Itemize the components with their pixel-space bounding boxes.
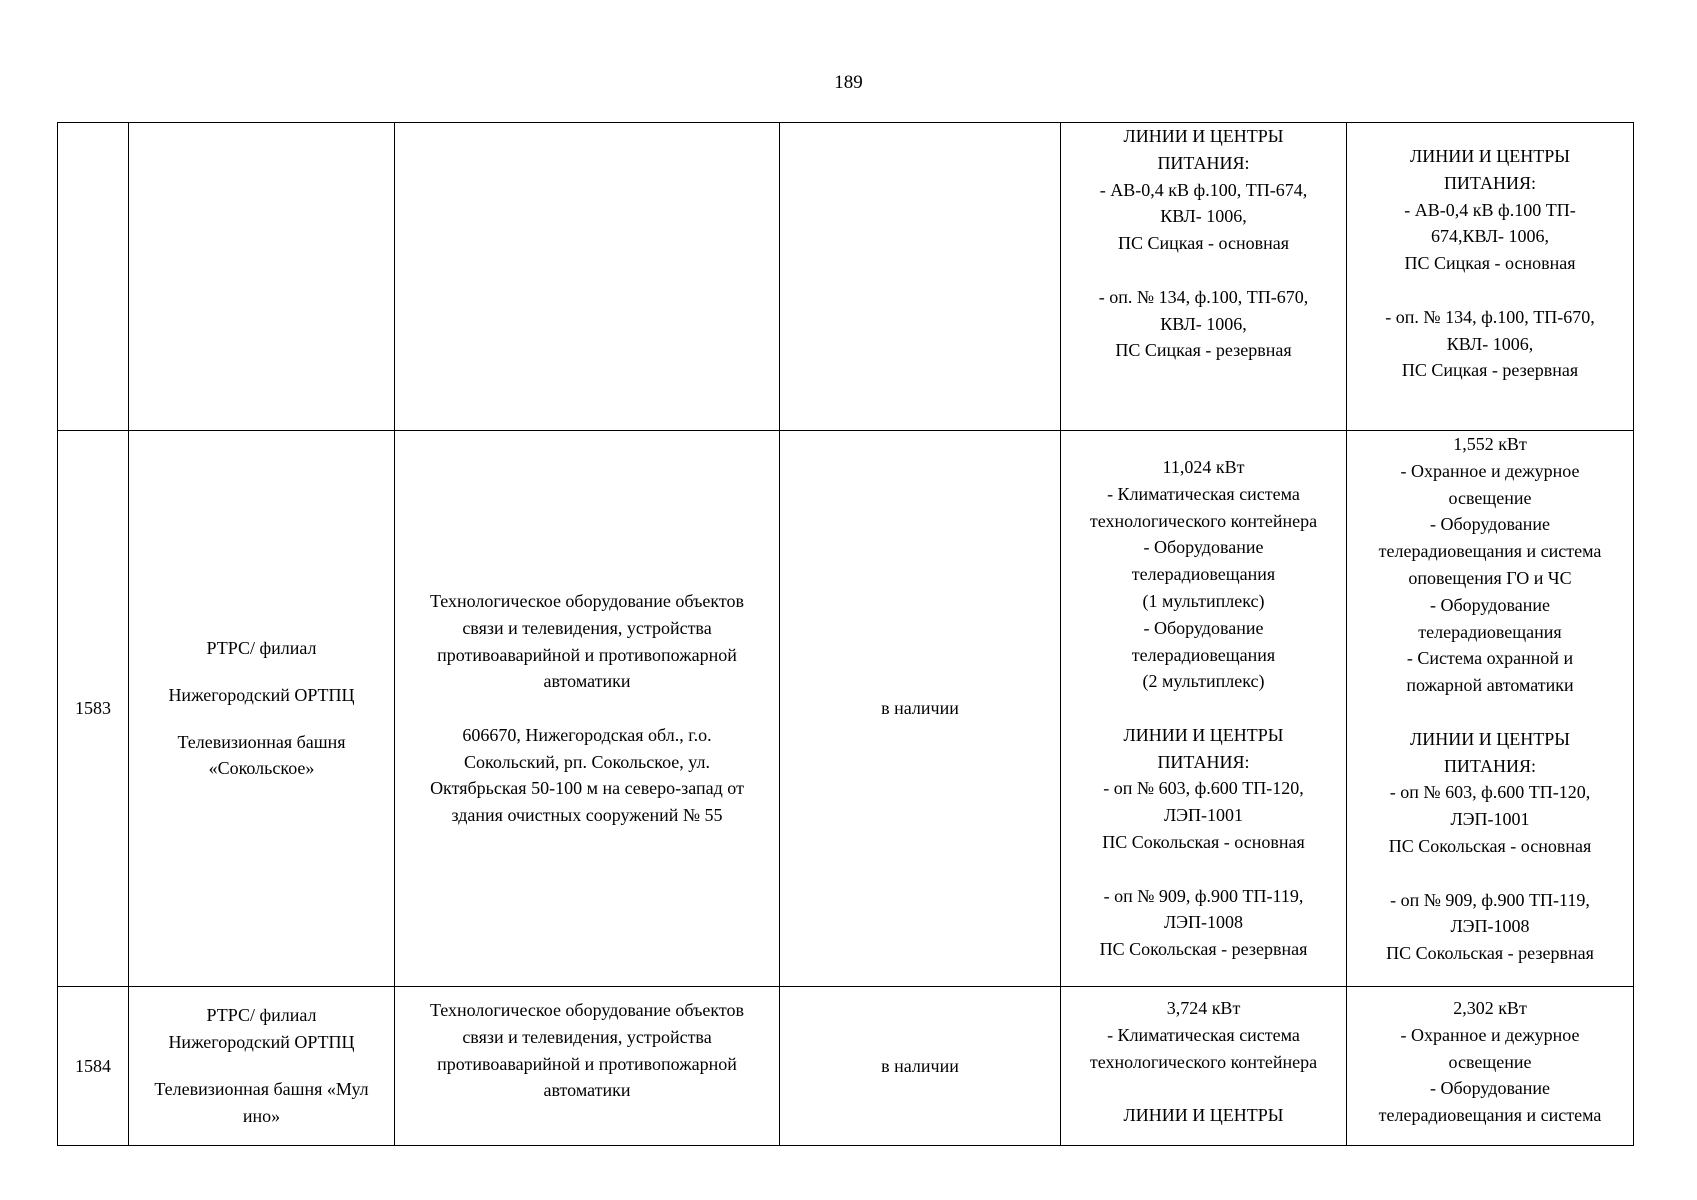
cell-line: ПИТАНИЯ: bbox=[1157, 152, 1250, 173]
cell-line: - оп № 603, ф.600 ТП-120, bbox=[1103, 778, 1304, 799]
cell-equipment bbox=[395, 987, 780, 1146]
table-row bbox=[58, 431, 1634, 987]
cell-number bbox=[58, 123, 129, 431]
cell-line: ПИТАНИЯ: bbox=[1443, 755, 1537, 776]
cell-line: ПИТАНИЯ: bbox=[1157, 751, 1250, 772]
cell-line: ЛИНИИ И ЦЕНТРЫ bbox=[1410, 728, 1570, 749]
cell-line: ПС Сицкая - резервная bbox=[1115, 340, 1292, 361]
cell-line: Сокольский, рп. Сокольское, ул. bbox=[464, 751, 710, 772]
cell-required-power bbox=[1347, 431, 1634, 987]
cell-line: - Оборудование bbox=[1143, 537, 1264, 558]
cell-line: освещение bbox=[1448, 1051, 1532, 1072]
cell-line: (1 мультиплекс) bbox=[1142, 590, 1265, 611]
cell-line: ЛИНИИ И ЦЕНТРЫ bbox=[1123, 724, 1284, 745]
cell-line: ПС Сицкая - основная bbox=[1404, 253, 1576, 274]
cell-line: (2 мультиплекс) bbox=[1142, 671, 1265, 692]
cell-equipment bbox=[395, 123, 780, 431]
cell-line: - оп. № 134, ф.100, ТП-670, bbox=[1385, 306, 1595, 327]
cell-required-power bbox=[1347, 123, 1634, 431]
cell-line: 674,КВЛ- 1006, bbox=[1430, 226, 1550, 247]
cell-line: - АВ-0,4 кВ ф.100 ТП- bbox=[1404, 199, 1576, 220]
cell-line: технологического контейнера bbox=[1089, 510, 1318, 531]
cell-line: - Система охранной и bbox=[1406, 648, 1574, 669]
cell-line: телерадиовещания и система bbox=[1378, 1105, 1602, 1126]
cell-line: - оп № 909, ф.900 ТП-119, bbox=[1390, 889, 1590, 910]
cell-status bbox=[780, 987, 1061, 1146]
cell-line: ПС Сокольская - основная bbox=[1102, 832, 1305, 853]
cell-line: связи и телевидения, устройства bbox=[462, 617, 712, 638]
cell-organization bbox=[129, 987, 395, 1146]
cell-text: 1584 bbox=[75, 1055, 111, 1076]
cell-line: оповещения ГО и ЧС bbox=[1408, 567, 1572, 588]
cell-line: ПС Сицкая - основная bbox=[1118, 233, 1289, 254]
cell-text: 1583 bbox=[75, 698, 111, 719]
cell-line: противоаварийной и противопожарной bbox=[437, 644, 737, 665]
cell-line: ЛИНИИ И ЦЕНТРЫ bbox=[1123, 1105, 1284, 1126]
cell-line: автоматики bbox=[543, 1080, 631, 1101]
cell-line: РТРС/ филиал bbox=[206, 637, 317, 658]
cell-line: - Климатическая система bbox=[1107, 483, 1300, 504]
cell-line: - Климатическая система bbox=[1107, 1024, 1300, 1045]
cell-current-power bbox=[1061, 123, 1347, 431]
cell-line: ПС Сокольская - резервная bbox=[1386, 943, 1594, 964]
cell-line: Нижегородский ОРТПЦ bbox=[168, 1032, 355, 1053]
cell-line: ПИТАНИЯ: bbox=[1443, 172, 1537, 193]
cell-line: - оп № 909, ф.900 ТП-119, bbox=[1103, 885, 1304, 906]
cell-organization bbox=[129, 431, 395, 987]
cell-line: - Оборудование bbox=[1430, 594, 1550, 615]
cell-text: в наличии bbox=[881, 1055, 959, 1076]
cell-line: - Охранное и дежурное bbox=[1400, 460, 1580, 481]
cell-line: телерадиовещания bbox=[1418, 621, 1562, 642]
cell-line: ЛЭП-1008 bbox=[1450, 916, 1530, 937]
cell-text: в наличии bbox=[881, 698, 959, 719]
cell-line: противоаварийной и противопожарной bbox=[437, 1053, 737, 1074]
cell-line: ПС Сицкая - резервная bbox=[1401, 360, 1579, 381]
cell-line: 1,552 кВт bbox=[1453, 434, 1527, 454]
cell-line: «Сокольское» bbox=[208, 758, 315, 779]
cell-line: телерадиовещания bbox=[1131, 564, 1276, 585]
cell-line: ПС Сокольская - основная bbox=[1388, 835, 1592, 856]
cell-line: - оп. № 134, ф.100, ТП-670, bbox=[1098, 286, 1309, 307]
cell-line: - АВ-0,4 кВ ф.100, ТП-674, bbox=[1099, 179, 1308, 200]
cell-current-power bbox=[1061, 431, 1347, 987]
cell-status bbox=[780, 123, 1061, 431]
cell-line: 606670, Нижегородская обл., г.о. bbox=[462, 724, 712, 745]
cell-line: ЛЭП-1001 bbox=[1163, 805, 1244, 826]
cell-number bbox=[58, 431, 129, 987]
cell-line: - оп № 603, ф.600 ТП-120, bbox=[1389, 782, 1591, 803]
cell-line: пожарной автоматики bbox=[1406, 675, 1574, 696]
table-row bbox=[58, 987, 1634, 1146]
cell-line: автоматики bbox=[543, 671, 631, 692]
cell-number bbox=[58, 987, 129, 1146]
cell-line: КВЛ- 1006, bbox=[1160, 206, 1247, 227]
page-number: 189 bbox=[834, 72, 863, 93]
cell-line: ЛИНИИ И ЦЕНТРЫ bbox=[1123, 126, 1284, 146]
cell-current-power bbox=[1061, 987, 1347, 1146]
cell-line: - Оборудование bbox=[1430, 1078, 1550, 1099]
cell-line: связи и телевидения, устройства bbox=[462, 1026, 712, 1047]
cell-line: ПС Сокольская - резервная bbox=[1099, 939, 1308, 960]
cell-line: Телевизионная башня «Мул bbox=[154, 1079, 369, 1099]
cell-line: телерадиовещания bbox=[1131, 644, 1276, 665]
cell-line: - Оборудование bbox=[1143, 617, 1264, 638]
objects-table bbox=[57, 122, 1634, 1146]
cell-line: ЛИНИИ И ЦЕНТРЫ bbox=[1410, 146, 1570, 166]
cell-line: освещение bbox=[1448, 487, 1532, 508]
cell-line: Технологическое оборудование объектов bbox=[429, 1000, 745, 1020]
cell-line: Технологическое оборудование объектов bbox=[429, 590, 745, 611]
cell-line: ЛЭП-1008 bbox=[1163, 912, 1244, 933]
cell-line: 2,302 кВт bbox=[1453, 998, 1527, 1018]
cell-line: КВЛ- 1006, bbox=[1446, 333, 1534, 354]
cell-line: здания очистных сооружений № 55 bbox=[451, 805, 723, 826]
table-row bbox=[58, 123, 1634, 431]
cell-line: 3,724 кВт bbox=[1166, 998, 1241, 1018]
cell-line: ино» bbox=[242, 1105, 281, 1126]
cell-line: - Оборудование bbox=[1430, 514, 1550, 535]
cell-line: РТРС/ филиал bbox=[206, 1005, 317, 1026]
cell-equipment bbox=[395, 431, 780, 987]
cell-line: технологического контейнера bbox=[1089, 1051, 1318, 1072]
cell-line: ЛЭП-1001 bbox=[1450, 809, 1530, 830]
cell-line: 11,024 кВт bbox=[1162, 456, 1245, 477]
cell-organization bbox=[129, 123, 395, 431]
cell-required-power bbox=[1347, 987, 1634, 1146]
cell-status bbox=[780, 431, 1061, 987]
cell-line: Октябрьская 50-100 м на северо-запад от bbox=[430, 778, 744, 799]
cell-line: - Охранное и дежурное bbox=[1400, 1024, 1580, 1045]
cell-line: телерадиовещания и система bbox=[1378, 541, 1602, 562]
cell-line: Телевизионная башня bbox=[177, 731, 346, 752]
cell-line: КВЛ- 1006, bbox=[1160, 313, 1247, 334]
cell-line: Нижегородский ОРТПЦ bbox=[168, 684, 355, 705]
